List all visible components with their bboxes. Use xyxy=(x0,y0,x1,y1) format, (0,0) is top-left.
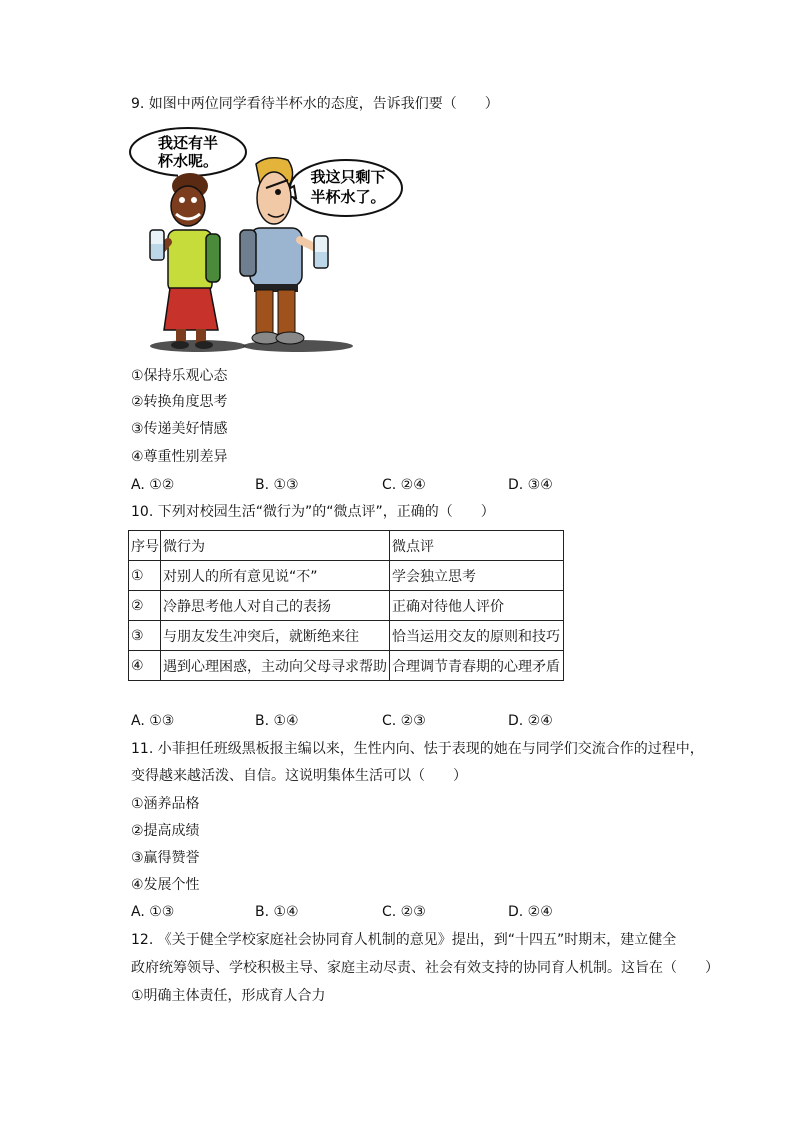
q12-stem-line2: 政府统筹领导、学校积极主导、家庭主动尽责、社会有效支持的协同育人机制。这旨在（ ） xyxy=(131,960,719,976)
bubble-left-line1: 我还有半 xyxy=(157,134,219,152)
q9-item-4: ④尊重性别差异 xyxy=(131,449,228,465)
bubble-left-line2: 杯水呢。 xyxy=(157,152,219,170)
row-behavior: 对别人的所有意见说“不” xyxy=(161,561,390,591)
q11-item-4: ④发展个性 xyxy=(131,877,200,893)
q11-stem-line1: 11. 小菲担任班级黑板报主编以来，生性内向、怯于表现的她在与同学们交流合作的过程中， xyxy=(131,741,704,757)
bubble-right-line1: 我这只剩下 xyxy=(310,168,386,186)
q10-option-c[interactable]: C. ②③ xyxy=(382,713,426,729)
bubble-right-line2: 半杯水了。 xyxy=(310,188,386,206)
q9-option-d[interactable]: D. ③④ xyxy=(508,477,553,493)
row-behavior: 遇到心理困惑，主动向父母寻求帮助 xyxy=(161,651,390,681)
q10-stem: 10. 下列对校园生活“微行为”的“微点评”，正确的（ ） xyxy=(131,504,495,520)
q9-item-3: ③传递美好情感 xyxy=(131,421,228,437)
q12-stem-line1: 12. 《关于健全学校家庭社会协同育人机制的意见》提出，到“十四五”时期末，建立健全 xyxy=(131,932,677,948)
header-comment: 微点评 xyxy=(390,531,564,561)
micro-behavior-table xyxy=(128,530,564,681)
q10-option-a[interactable]: A. ①③ xyxy=(131,713,175,729)
q11-option-b[interactable]: B. ①④ xyxy=(255,904,299,920)
row-index: ④ xyxy=(129,651,161,681)
q9-option-b[interactable]: B. ①③ xyxy=(255,477,299,493)
q10-option-b[interactable]: B. ①④ xyxy=(255,713,299,729)
q10-options xyxy=(131,711,691,731)
row-index: ③ xyxy=(129,621,161,651)
q11-item-3: ③赢得赞誉 xyxy=(131,850,200,866)
half-glass-cartoon xyxy=(128,124,386,360)
q9-item-1: ①保持乐观心态 xyxy=(131,368,228,384)
table-row xyxy=(129,621,564,651)
q11-item-1: ①涵养品格 xyxy=(131,796,200,812)
q9-item-2: ②转换角度思考 xyxy=(131,394,228,410)
table-row xyxy=(129,591,564,621)
row-index: ② xyxy=(129,591,161,621)
header-index: 序号 xyxy=(129,531,161,561)
row-behavior: 与朋友发生冲突后，就断绝来往 xyxy=(161,621,390,651)
q12-item-1: ①明确主体责任，形成育人合力 xyxy=(131,988,326,1004)
row-comment: 学会独立思考 xyxy=(390,561,564,591)
q10-option-d[interactable]: D. ②④ xyxy=(508,713,553,729)
header-behavior: 微行为 xyxy=(161,531,390,561)
q11-option-a[interactable]: A. ①③ xyxy=(131,904,175,920)
q11-option-c[interactable]: C. ②③ xyxy=(382,904,426,920)
row-comment: 正确对待他人评价 xyxy=(390,591,564,621)
row-behavior: 冷静思考他人对自己的表扬 xyxy=(161,591,390,621)
q9-option-a[interactable]: A. ①② xyxy=(131,477,175,493)
q11-stem-line2: 变得越来越活泼、自信。这说明集体生活可以（ ） xyxy=(131,768,467,784)
row-comment: 恰当运用交友的原则和技巧 xyxy=(390,621,564,651)
q11-options xyxy=(131,902,691,922)
q11-option-d[interactable]: D. ②④ xyxy=(508,904,553,920)
q9-option-c[interactable]: C. ②④ xyxy=(382,477,426,493)
table-row xyxy=(129,651,564,681)
q9-stem: 9. 如图中两位同学看待半杯水的态度，告诉我们要（ ） xyxy=(131,96,499,112)
q9-options xyxy=(131,475,691,495)
table-header-row xyxy=(129,531,564,561)
row-index: ① xyxy=(129,561,161,591)
table-row xyxy=(129,561,564,591)
row-comment: 合理调节青春期的心理矛盾 xyxy=(390,651,564,681)
q11-item-2: ②提高成绩 xyxy=(131,823,200,839)
